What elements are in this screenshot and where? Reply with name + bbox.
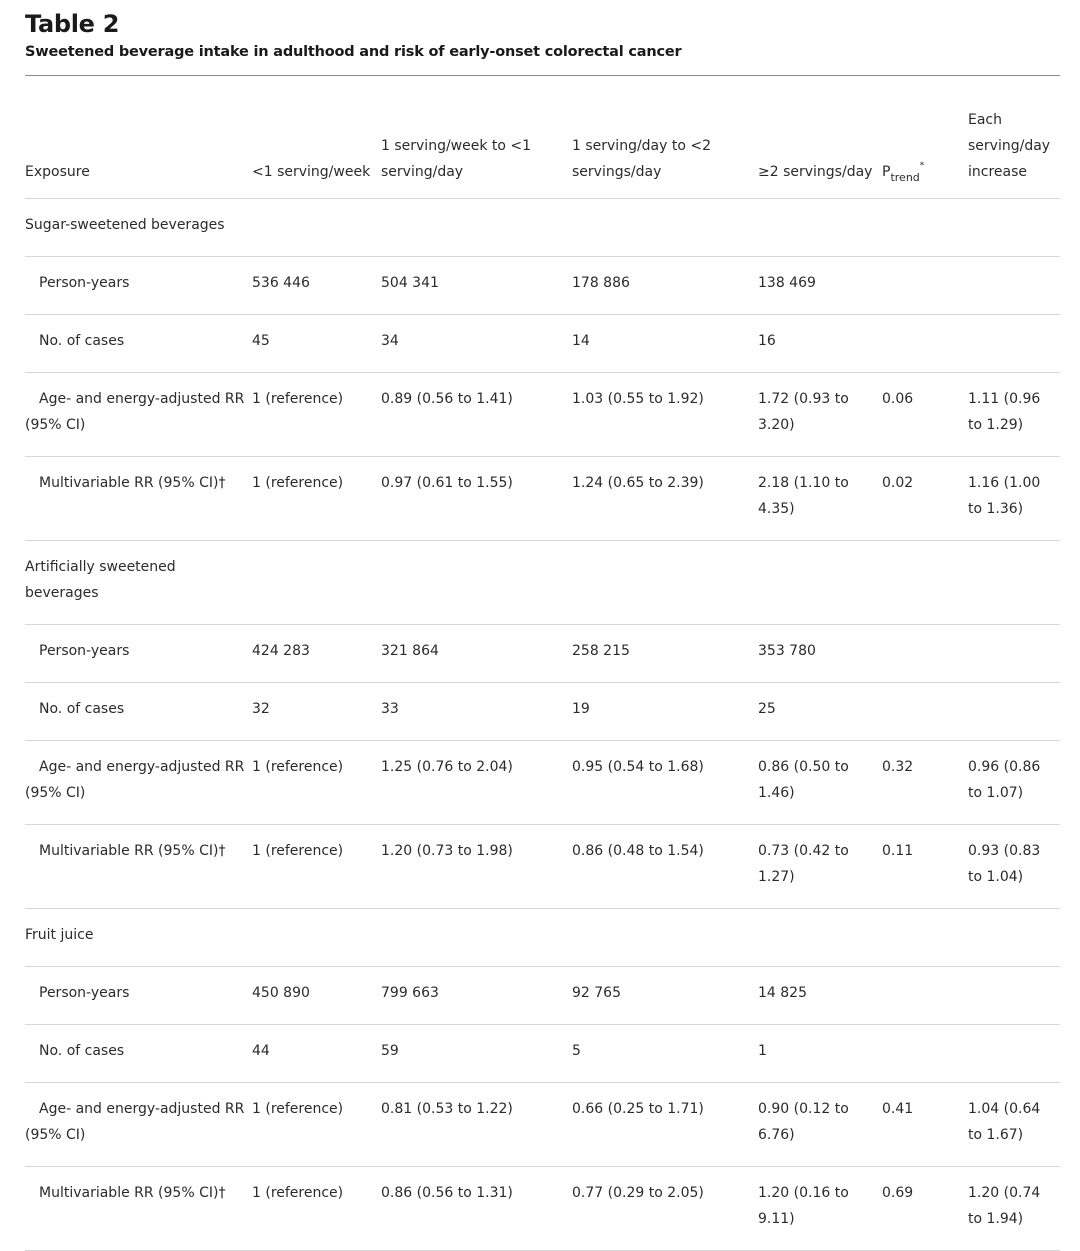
cell-col4: 138 469 xyxy=(758,257,882,315)
table-row xyxy=(25,257,1060,315)
cell-col4: 0.90 (0.12 to 6.76) xyxy=(758,1083,882,1167)
table-title: Table 2 xyxy=(25,10,120,38)
cell-col1: 1 (reference) xyxy=(252,741,381,825)
cell-col4: 0.86 (0.50 to 1.46) xyxy=(758,741,882,825)
cell-col3: 14 xyxy=(572,315,758,373)
table-row xyxy=(25,741,1060,825)
table-row xyxy=(25,1167,1060,1251)
cell-ptrend: 0.02 xyxy=(882,457,968,541)
cell-col1: 450 890 xyxy=(252,967,381,1025)
table-row xyxy=(25,625,1060,683)
cell-col4: 353 780 xyxy=(758,625,882,683)
header-col4: ≥2 servings/day xyxy=(758,77,882,199)
header-increase: Each serving/day increase xyxy=(968,77,1060,199)
cell-col3: 0.86 (0.48 to 1.54) xyxy=(572,825,758,909)
cell-col2: 1.25 (0.76 to 2.04) xyxy=(381,741,572,825)
top-rule xyxy=(25,75,1060,76)
cell-col2: 1.20 (0.73 to 1.98) xyxy=(381,825,572,909)
cell-increase: 1.04 (0.64 to 1.67) xyxy=(968,1083,1060,1167)
header-exposure: Exposure xyxy=(25,77,252,199)
row-label: Person-years xyxy=(25,625,252,683)
row-label: Multivariable RR (95% CI)† xyxy=(25,825,252,909)
row-label: No. of cases xyxy=(25,315,252,373)
header-col3: 1 serving/day to <2 servings/day xyxy=(572,77,758,199)
table-body xyxy=(25,199,1060,1251)
table-subtitle: Sweetened beverage intake in adulthood and risk of early-onset colorectal cancer xyxy=(25,44,682,60)
cell-col1: 32 xyxy=(252,683,381,741)
cell-col4: 0.73 (0.42 to 1.27) xyxy=(758,825,882,909)
row-label: No. of cases xyxy=(25,1025,252,1083)
cell-col2: 321 864 xyxy=(381,625,572,683)
cell-col1: 424 283 xyxy=(252,625,381,683)
table-row xyxy=(25,315,1060,373)
row-label: No. of cases xyxy=(25,683,252,741)
cell-ptrend xyxy=(882,257,968,315)
cell-ptrend xyxy=(882,1025,968,1083)
table-row xyxy=(25,825,1060,909)
table-row xyxy=(25,1083,1060,1167)
cell-col3: 92 765 xyxy=(572,967,758,1025)
row-label: Age- and energy-adjusted RR (95% CI) xyxy=(25,1083,252,1167)
ptrend-superscript: * xyxy=(919,161,925,171)
cell-ptrend xyxy=(882,625,968,683)
cell-col3: 0.77 (0.29 to 2.05) xyxy=(572,1167,758,1251)
cell-increase: 1.16 (1.00 to 1.36) xyxy=(968,457,1060,541)
cell-ptrend: 0.69 xyxy=(882,1167,968,1251)
cell-col2: 0.97 (0.61 to 1.55) xyxy=(381,457,572,541)
row-label: Person-years xyxy=(25,967,252,1025)
ptrend-subscript: trend xyxy=(890,171,920,184)
cell-increase: 0.96 (0.86 to 1.07) xyxy=(968,741,1060,825)
cell-ptrend: 0.41 xyxy=(882,1083,968,1167)
cell-col3: 178 886 xyxy=(572,257,758,315)
table-row xyxy=(25,683,1060,741)
cell-col1: 44 xyxy=(252,1025,381,1083)
header-col1: <1 serving/week xyxy=(252,77,381,199)
results-table xyxy=(25,77,1060,1251)
cell-col3: 0.95 (0.54 to 1.68) xyxy=(572,741,758,825)
row-label: Multivariable RR (95% CI)† xyxy=(25,1167,252,1251)
cell-col1: 45 xyxy=(252,315,381,373)
cell-ptrend xyxy=(882,315,968,373)
cell-increase xyxy=(968,967,1060,1025)
cell-col1: 1 (reference) xyxy=(252,457,381,541)
cell-increase xyxy=(968,257,1060,315)
table-row xyxy=(25,1025,1060,1083)
cell-ptrend: 0.11 xyxy=(882,825,968,909)
row-label: Person-years xyxy=(25,257,252,315)
cell-increase xyxy=(968,683,1060,741)
cell-increase: 1.11 (0.96 to 1.29) xyxy=(968,373,1060,457)
header-ptrend xyxy=(882,77,968,199)
cell-col2: 799 663 xyxy=(381,967,572,1025)
ptrend-main: P xyxy=(882,164,891,180)
cell-col4: 2.18 (1.10 to 4.35) xyxy=(758,457,882,541)
cell-increase xyxy=(968,1025,1060,1083)
cell-col1: 1 (reference) xyxy=(252,1167,381,1251)
cell-col1: 536 446 xyxy=(252,257,381,315)
table-row xyxy=(25,967,1060,1025)
section-row xyxy=(25,199,1060,257)
cell-col2: 0.81 (0.53 to 1.22) xyxy=(381,1083,572,1167)
cell-col1: 1 (reference) xyxy=(252,1083,381,1167)
cell-col4: 16 xyxy=(758,315,882,373)
table-row xyxy=(25,373,1060,457)
cell-col3: 1.03 (0.55 to 1.92) xyxy=(572,373,758,457)
section-label: Artificially sweetened beverages xyxy=(25,559,176,601)
cell-col2: 34 xyxy=(381,315,572,373)
row-label: Multivariable RR (95% CI)† xyxy=(25,457,252,541)
row-label: Age- and energy-adjusted RR (95% CI) xyxy=(25,373,252,457)
table-row xyxy=(25,457,1060,541)
section-label: Fruit juice xyxy=(25,927,94,943)
cell-col4: 1.72 (0.93 to 3.20) xyxy=(758,373,882,457)
cell-col2: 59 xyxy=(381,1025,572,1083)
cell-ptrend: 0.32 xyxy=(882,741,968,825)
cell-col4: 25 xyxy=(758,683,882,741)
cell-col4: 1.20 (0.16 to 9.11) xyxy=(758,1167,882,1251)
cell-ptrend xyxy=(882,683,968,741)
cell-col2: 0.86 (0.56 to 1.31) xyxy=(381,1167,572,1251)
cell-col3: 258 215 xyxy=(572,625,758,683)
section-label: Sugar-sweetened beverages xyxy=(25,217,225,233)
header-row xyxy=(25,77,1060,199)
cell-increase xyxy=(968,625,1060,683)
cell-col2: 0.89 (0.56 to 1.41) xyxy=(381,373,572,457)
cell-col3: 1.24 (0.65 to 2.39) xyxy=(572,457,758,541)
cell-col3: 19 xyxy=(572,683,758,741)
cell-ptrend: 0.06 xyxy=(882,373,968,457)
cell-col2: 504 341 xyxy=(381,257,572,315)
header-col2: 1 serving/week to <1 serving/day xyxy=(381,77,572,199)
cell-increase xyxy=(968,315,1060,373)
table-header xyxy=(25,77,1060,199)
cell-increase: 0.93 (0.83 to 1.04) xyxy=(968,825,1060,909)
cell-col1: 1 (reference) xyxy=(252,373,381,457)
cell-ptrend xyxy=(882,967,968,1025)
section-row xyxy=(25,541,1060,625)
cell-col4: 1 xyxy=(758,1025,882,1083)
cell-col3: 0.66 (0.25 to 1.71) xyxy=(572,1083,758,1167)
row-label: Age- and energy-adjusted RR (95% CI) xyxy=(25,741,252,825)
cell-col4: 14 825 xyxy=(758,967,882,1025)
section-row xyxy=(25,909,1060,967)
cell-col3: 5 xyxy=(572,1025,758,1083)
cell-col2: 33 xyxy=(381,683,572,741)
cell-increase: 1.20 (0.74 to 1.94) xyxy=(968,1167,1060,1251)
cell-col1: 1 (reference) xyxy=(252,825,381,909)
